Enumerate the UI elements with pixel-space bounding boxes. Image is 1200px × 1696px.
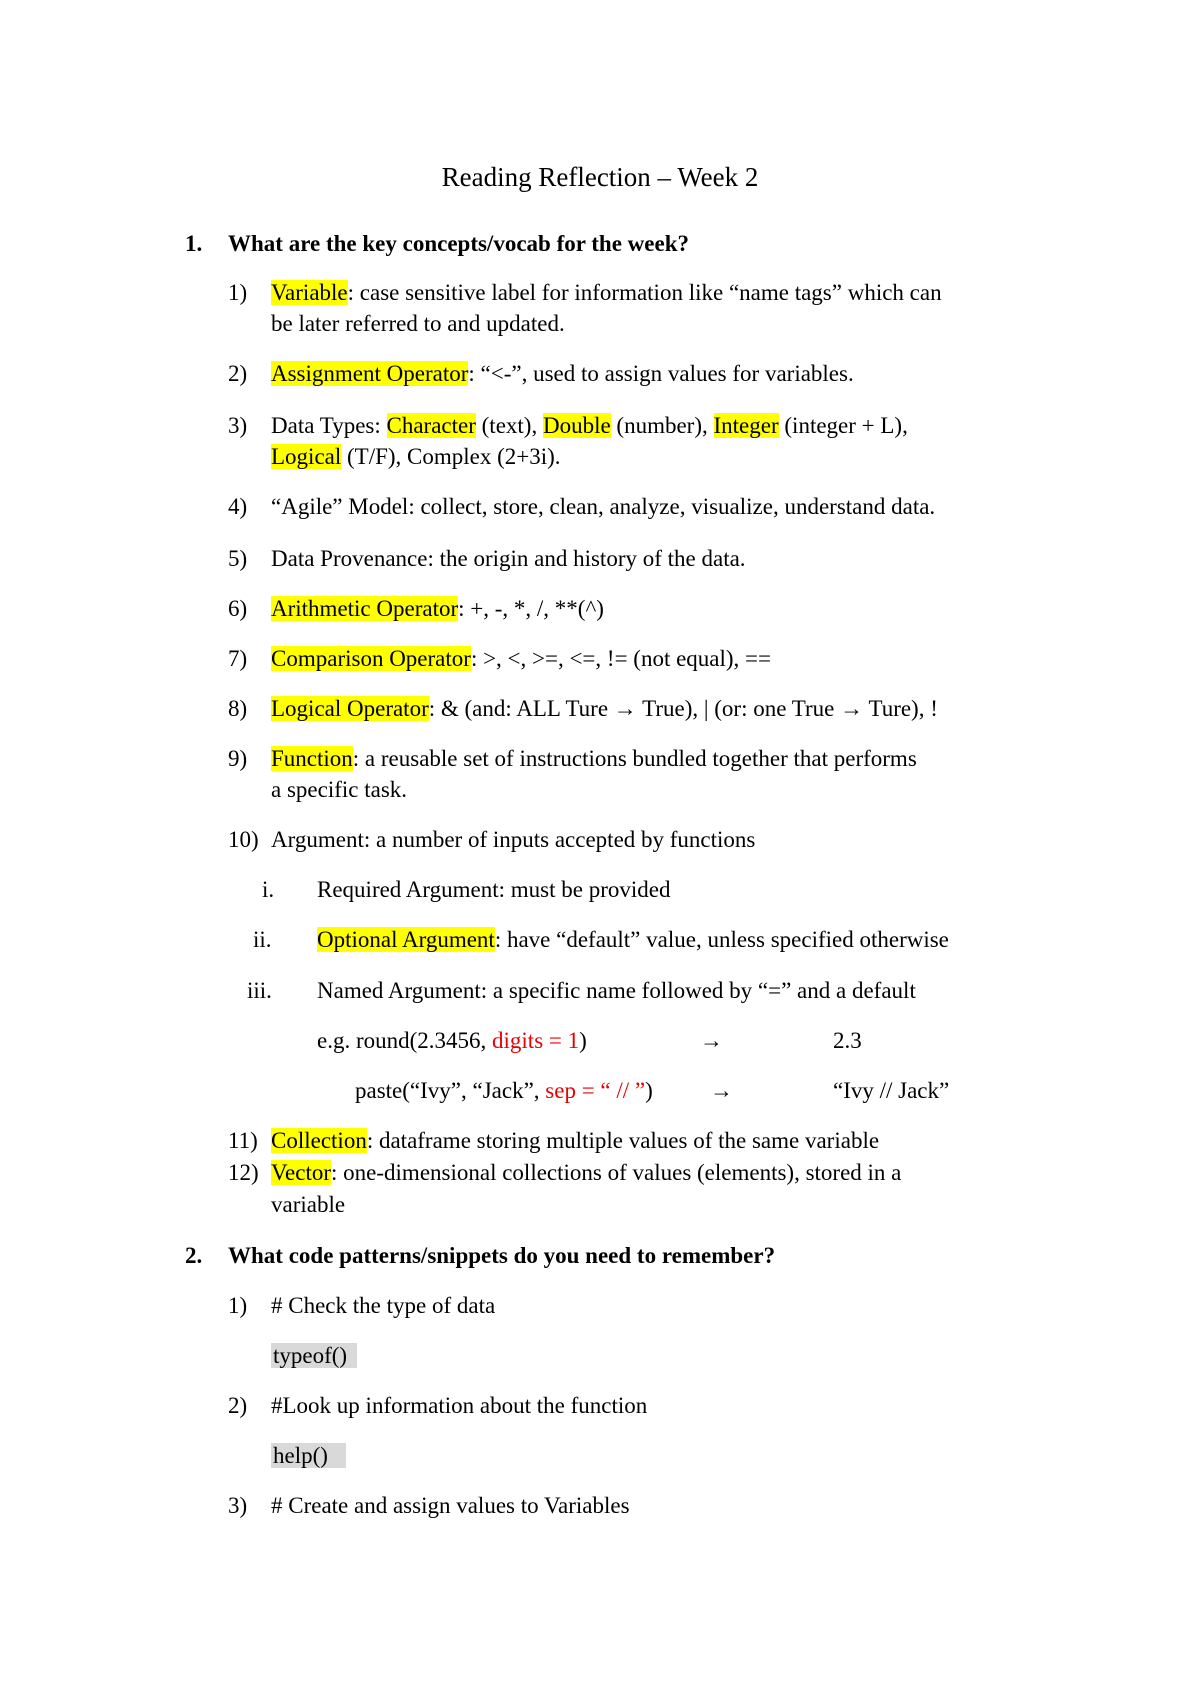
item-2-number: 2): [228, 361, 248, 386]
question-2-number: 2.: [185, 1243, 203, 1268]
item-7-line: [271, 644, 771, 674]
item-10-number: 10): [228, 827, 259, 852]
term-collection: Collection: [271, 1128, 367, 1153]
item-1-line: [271, 278, 942, 308]
item-6-number: 6): [228, 596, 248, 621]
item-5-number: 5): [228, 546, 248, 571]
sub-item-iii-number: iii.: [247, 978, 272, 1003]
item-3-line-2: [271, 442, 561, 472]
term-function: Function: [271, 746, 353, 771]
question-2-text: What code patterns/snippets do you need to remember?: [228, 1243, 776, 1268]
example-round-prefix: e.g. round(2.3456,: [317, 1028, 493, 1053]
item-2-definition: : “<-”, used to assign values for variables.: [468, 361, 854, 386]
item-2-line: [271, 359, 854, 389]
example-round-suffix: ): [579, 1028, 587, 1053]
example-paste: [355, 1076, 653, 1106]
example-paste-argument: sep = “ // ”: [545, 1078, 646, 1103]
item-1-number: 1): [228, 280, 248, 305]
item-3-line: [271, 411, 908, 441]
item-9-definition: : a reusable set of instructions bundled together that performs: [352, 746, 917, 771]
item-7-number: 7): [228, 646, 248, 671]
term-assignment-operator: Assignment Operator: [271, 361, 469, 386]
term-vector: Vector: [271, 1160, 332, 1185]
example-paste-prefix: paste(“Ivy”, “Jack”,: [355, 1078, 546, 1103]
sub-item-i-number: i.: [262, 877, 275, 902]
term-double: Double: [542, 413, 611, 438]
item-8-line: [271, 694, 938, 724]
item-12-definition: : one-dimensional collections of values (elements), stored in a: [331, 1160, 902, 1185]
sub-item-ii-definition: : have “default” value, unless specified otherwise: [494, 927, 949, 952]
term-character: Character: [386, 413, 476, 438]
item-4-text: “Agile” Model: collect, store, clean, analyze, visualize, understand data.: [271, 494, 936, 519]
code-item-2-comment: #Look up information about the function: [271, 1393, 648, 1418]
item-12-number: 12): [228, 1160, 259, 1185]
code-snippet-typeof: [271, 1341, 357, 1371]
item-10-text: Argument: a number of inputs accepted by functions: [271, 827, 756, 852]
term-optional-argument: Optional Argument: [317, 927, 495, 952]
item-12-line-2: variable: [271, 1192, 346, 1217]
example-paste-result: “Ivy // Jack”: [833, 1078, 950, 1103]
question-1-text: What are the key concepts/vocab for the week?: [228, 231, 689, 256]
item-8-definition: : & (and: ALL Ture → True), | (or: one True → Ture), !: [428, 696, 938, 721]
page-title: Reading Reflection – Week 2: [441, 162, 759, 192]
item-1-line-2: be later referred to and updated.: [271, 311, 565, 336]
term-logical: Logical: [271, 444, 342, 469]
example-round-argument: digits = 1: [492, 1028, 580, 1053]
example-round: [317, 1026, 587, 1056]
code-item-3-number: 3): [228, 1493, 248, 1518]
code-snippet-help-text: help(): [271, 1443, 346, 1468]
term-arithmetic-operator: Arithmetic Operator: [271, 596, 459, 621]
item-3-prefix: Data Types:: [271, 413, 387, 438]
item-9-number: 9): [228, 746, 248, 771]
sub-item-ii-line: [317, 925, 949, 955]
item-12-line: [271, 1158, 1025, 1188]
item-9-line: [271, 744, 917, 774]
item-11-number: 11): [228, 1128, 258, 1153]
sub-item-ii-number: ii.: [253, 927, 272, 952]
item-9-line-2: a specific task.: [271, 777, 408, 802]
item-11-definition: : dataframe storing multiple values of the same variable: [366, 1128, 880, 1153]
item-4-number: 4): [228, 494, 248, 519]
question-1-number: 1.: [185, 231, 203, 256]
code-item-1-comment: # Check the type of data: [271, 1293, 496, 1318]
sub-item-iii-text: Named Argument: a specific name followed by “=” and a default: [317, 978, 916, 1003]
term-comparison-operator: Comparison Operator: [271, 646, 471, 671]
item-1-definition: : case sensitive label for information like “name tags” which can: [347, 280, 942, 305]
item-8-number: 8): [228, 696, 248, 721]
item-3-text-2: (number),: [610, 413, 714, 438]
code-snippet-typeof-text: typeof(): [271, 1343, 357, 1368]
example-paste-suffix: ): [645, 1078, 653, 1103]
item-3-text-4: (T/F), Complex (2+3i).: [341, 444, 561, 469]
item-3-number: 3): [228, 413, 248, 438]
arrow-icon: →: [700, 1028, 723, 1053]
code-item-3-comment: # Create and assign values to Variables: [271, 1493, 630, 1518]
term-variable: Variable: [271, 280, 348, 305]
item-3-text-1: (text),: [475, 413, 543, 438]
arrow-icon: →: [710, 1078, 733, 1103]
example-round-result: 2.3: [833, 1028, 862, 1053]
term-integer: Integer: [713, 413, 779, 438]
sub-item-i-text: Required Argument: must be provided: [317, 877, 671, 902]
item-11-line: [271, 1126, 879, 1156]
term-logical-operator: Logical Operator: [271, 696, 429, 721]
code-snippet-help: [271, 1441, 346, 1471]
code-item-2-number: 2): [228, 1393, 248, 1418]
item-3-text-3: (integer + L),: [778, 413, 908, 438]
item-5-text: Data Provenance: the origin and history of the data.: [271, 546, 746, 571]
code-item-1-number: 1): [228, 1293, 248, 1318]
item-6-line: [271, 594, 604, 624]
item-6-definition: : +, -, *, /, **(^): [458, 596, 604, 621]
item-7-definition: : >, <, >=, <=, != (not equal), ==: [470, 646, 771, 671]
